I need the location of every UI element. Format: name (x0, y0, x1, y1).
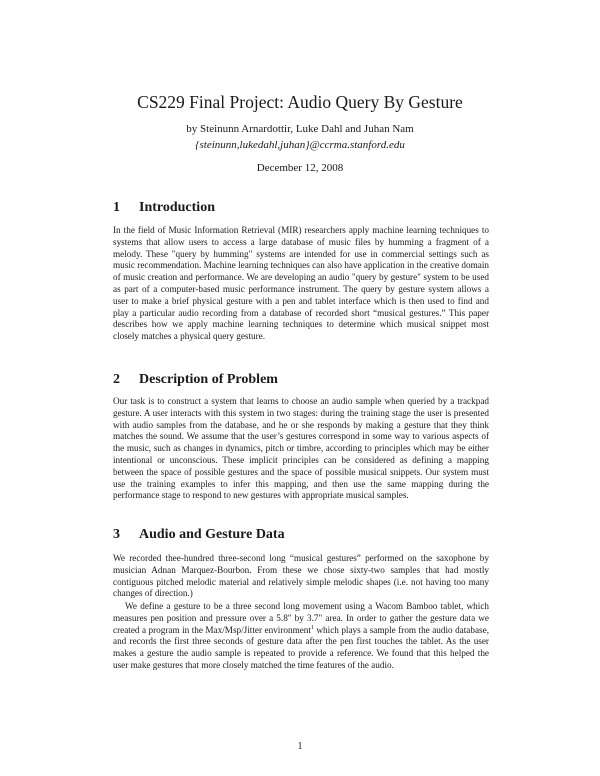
introduction-paragraph: In the field of Music Information Retrieval (MIR) researchers apply machine learning techniques to systems that allow users to access a large database of music files by humming a fragment of a melody. These "query by humming" systems are intended for use in commercial settings such as music recommendation. Machine learning techniques can also have application in the creative domain of music creation and performance. We are developing an audio "query by gesture" system to be used as part of a computer-based music performance instrument. The query by gesture system allows a user to make a brief physical gesture with a pen and tablet interface which is then used to find and play a particular audio recording from a database of recorded short “musical gestures.” This paper describes how we apply machine learning techniques to determine which musical snippet most closely matches a physical query gesture. (113, 225, 489, 342)
section-title: Audio and Gesture Data (139, 527, 285, 542)
section-number: 3 (113, 527, 120, 542)
section-heading-introduction (113, 200, 215, 216)
section-heading-description-of-problem (113, 372, 278, 388)
section-heading-audio-and-gesture-data (113, 527, 285, 543)
page-number: 1 (297, 741, 303, 752)
section-title: Description of Problem (139, 372, 278, 387)
data-paragraph-1: We recorded thee-hundred three-second long “musical gestures” performed on the saxophone by musician Adnan Marquez-Bourbon. From these we chose sixty-two samples that had mostly contiguous pitched melodic material and relatively simple melodic shapes (i.e. not having too many changes of direction.) (113, 553, 489, 599)
data-paragraph-2-start: We define a gesture to be a three second long movement using a Wacom Bamboo tablet, which measures pen position and pressure over a 5.8" by 3.7" area. In order to gather the gesture data we created a program in the Max/Msp/Jitter environment (113, 601, 489, 635)
problem-paragraph: Our task is to construct a system that learns to choose an audio sample when queried by a trackpad gesture. A user interacts with this system in two stages: during the training stage the user is presented with audio samples from the database, and he or she responds by making a gesture that they think matches the sound. We assume that the user’s gestures correspond in some way to various aspects of the music, such as changes in dynamics, pitch or timbre, according to principles which may be either intentional or unconscious. These implicit principles can be considered as defining a mapping between the space of possible gestures and the space of possible musical snippets. Our system must use the training examples to infer this mapping, and then use the same mapping during the performance stage to respond to new gestures with appropriate musical samples. (113, 396, 489, 501)
footnote-marker: 1 (310, 624, 314, 631)
paper-title: CS229 Final Project: Audio Query By Gesture (137, 92, 463, 112)
paper-date: December 12, 2008 (256, 162, 344, 174)
author-line: by Steinunn Arnardottir, Luke Dahl and Juhan Nam (186, 123, 414, 135)
data-paragraph-2 (113, 601, 489, 672)
data-paragraph-2-end: which plays a sample from the audio database, and records the first three seconds of gesture data after the pen first touches the tablet. As the user makes a gesture the audio sample is repeated to provide a reference. We found that this helped the user make gestures that more closely matched the time features of the audio. (113, 624, 489, 670)
section-number: 1 (113, 200, 120, 215)
section-title: Introduction (139, 200, 215, 215)
section-number: 2 (113, 372, 120, 387)
author-emails: {steinunn,lukedahl,juhan}@ccrma.stanford.edu (195, 139, 405, 151)
